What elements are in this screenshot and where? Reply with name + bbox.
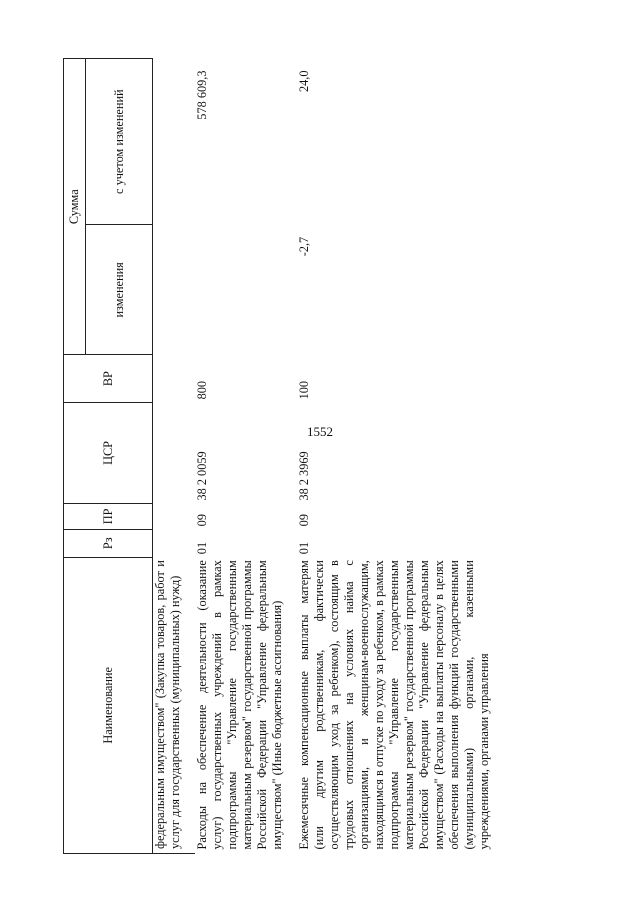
row-csr: 38 2 3969: [297, 451, 311, 501]
row-pr: [153, 504, 196, 530]
table-header: [64, 59, 153, 854]
row-total: 24,0: [297, 70, 311, 93]
header-vr: ВР: [64, 355, 153, 402]
row-rz: [153, 529, 196, 557]
table-row: [195, 59, 297, 854]
row-name: федеральным имуществом" (Закупка товаров, работ и услуг для государственных (муниципальных) нужд): [153, 557, 196, 853]
row-name: Ежемесячные компенсационные выплаты матерям (или другим родственникам, фактически осуществляющим уход за ребенком), состоящим в трудовых отношениях на условиях найма с организациями, и женщинам-военнослужащим, находящимся в отпуске по уходу за ребенком, в рамках подпрограммы "Управление государственным материальным резервом" государственной программы Российской Федерации "Управление федеральным имуществом" (Расходы на выплаты персоналу в целях обеспечения выполнения функций государственными (муниципальными) органами, казенными учреждениями, органами управления: [297, 560, 491, 850]
budget-table: [63, 58, 504, 854]
page-number: 1552: [307, 424, 333, 439]
row-total: [153, 59, 196, 225]
header-name: Наименование: [64, 557, 153, 853]
row-total: 578 609,3: [195, 70, 209, 120]
row-change: -2,7: [297, 236, 311, 257]
row-vr: [153, 355, 196, 402]
row-rz: 01: [195, 541, 209, 555]
header-pr: ПР: [64, 504, 153, 530]
row-change: [195, 225, 297, 355]
rotated-page-content: [63, 58, 542, 854]
table-row: [297, 59, 504, 854]
row-vr: 100: [297, 380, 311, 400]
row-pr: 09: [297, 514, 311, 527]
row-vr: 800: [195, 380, 209, 400]
row-rz: 01: [297, 541, 311, 555]
row-csr: [153, 402, 196, 503]
row-name: Расходы на обеспечение деятельности (оказание услуг) государственных учреждений в рамках подпрограммы "Управление государственным материальным резервом" государственной программы Российской Федерации "Управление федеральным имуществом" (Иные бюджетные ассигнования): [195, 560, 284, 850]
header-changes: изменения: [86, 225, 153, 355]
table-row: [153, 59, 196, 854]
header-rz: Рз: [64, 529, 153, 557]
header-summa: Сумма: [64, 59, 86, 355]
row-csr: 38 2 0059: [195, 451, 209, 501]
header-csr: ЦСР: [64, 402, 153, 503]
row-pr: 09: [195, 514, 209, 527]
row-change: [153, 225, 196, 355]
header-with-changes: с учетом изменений: [86, 59, 153, 225]
